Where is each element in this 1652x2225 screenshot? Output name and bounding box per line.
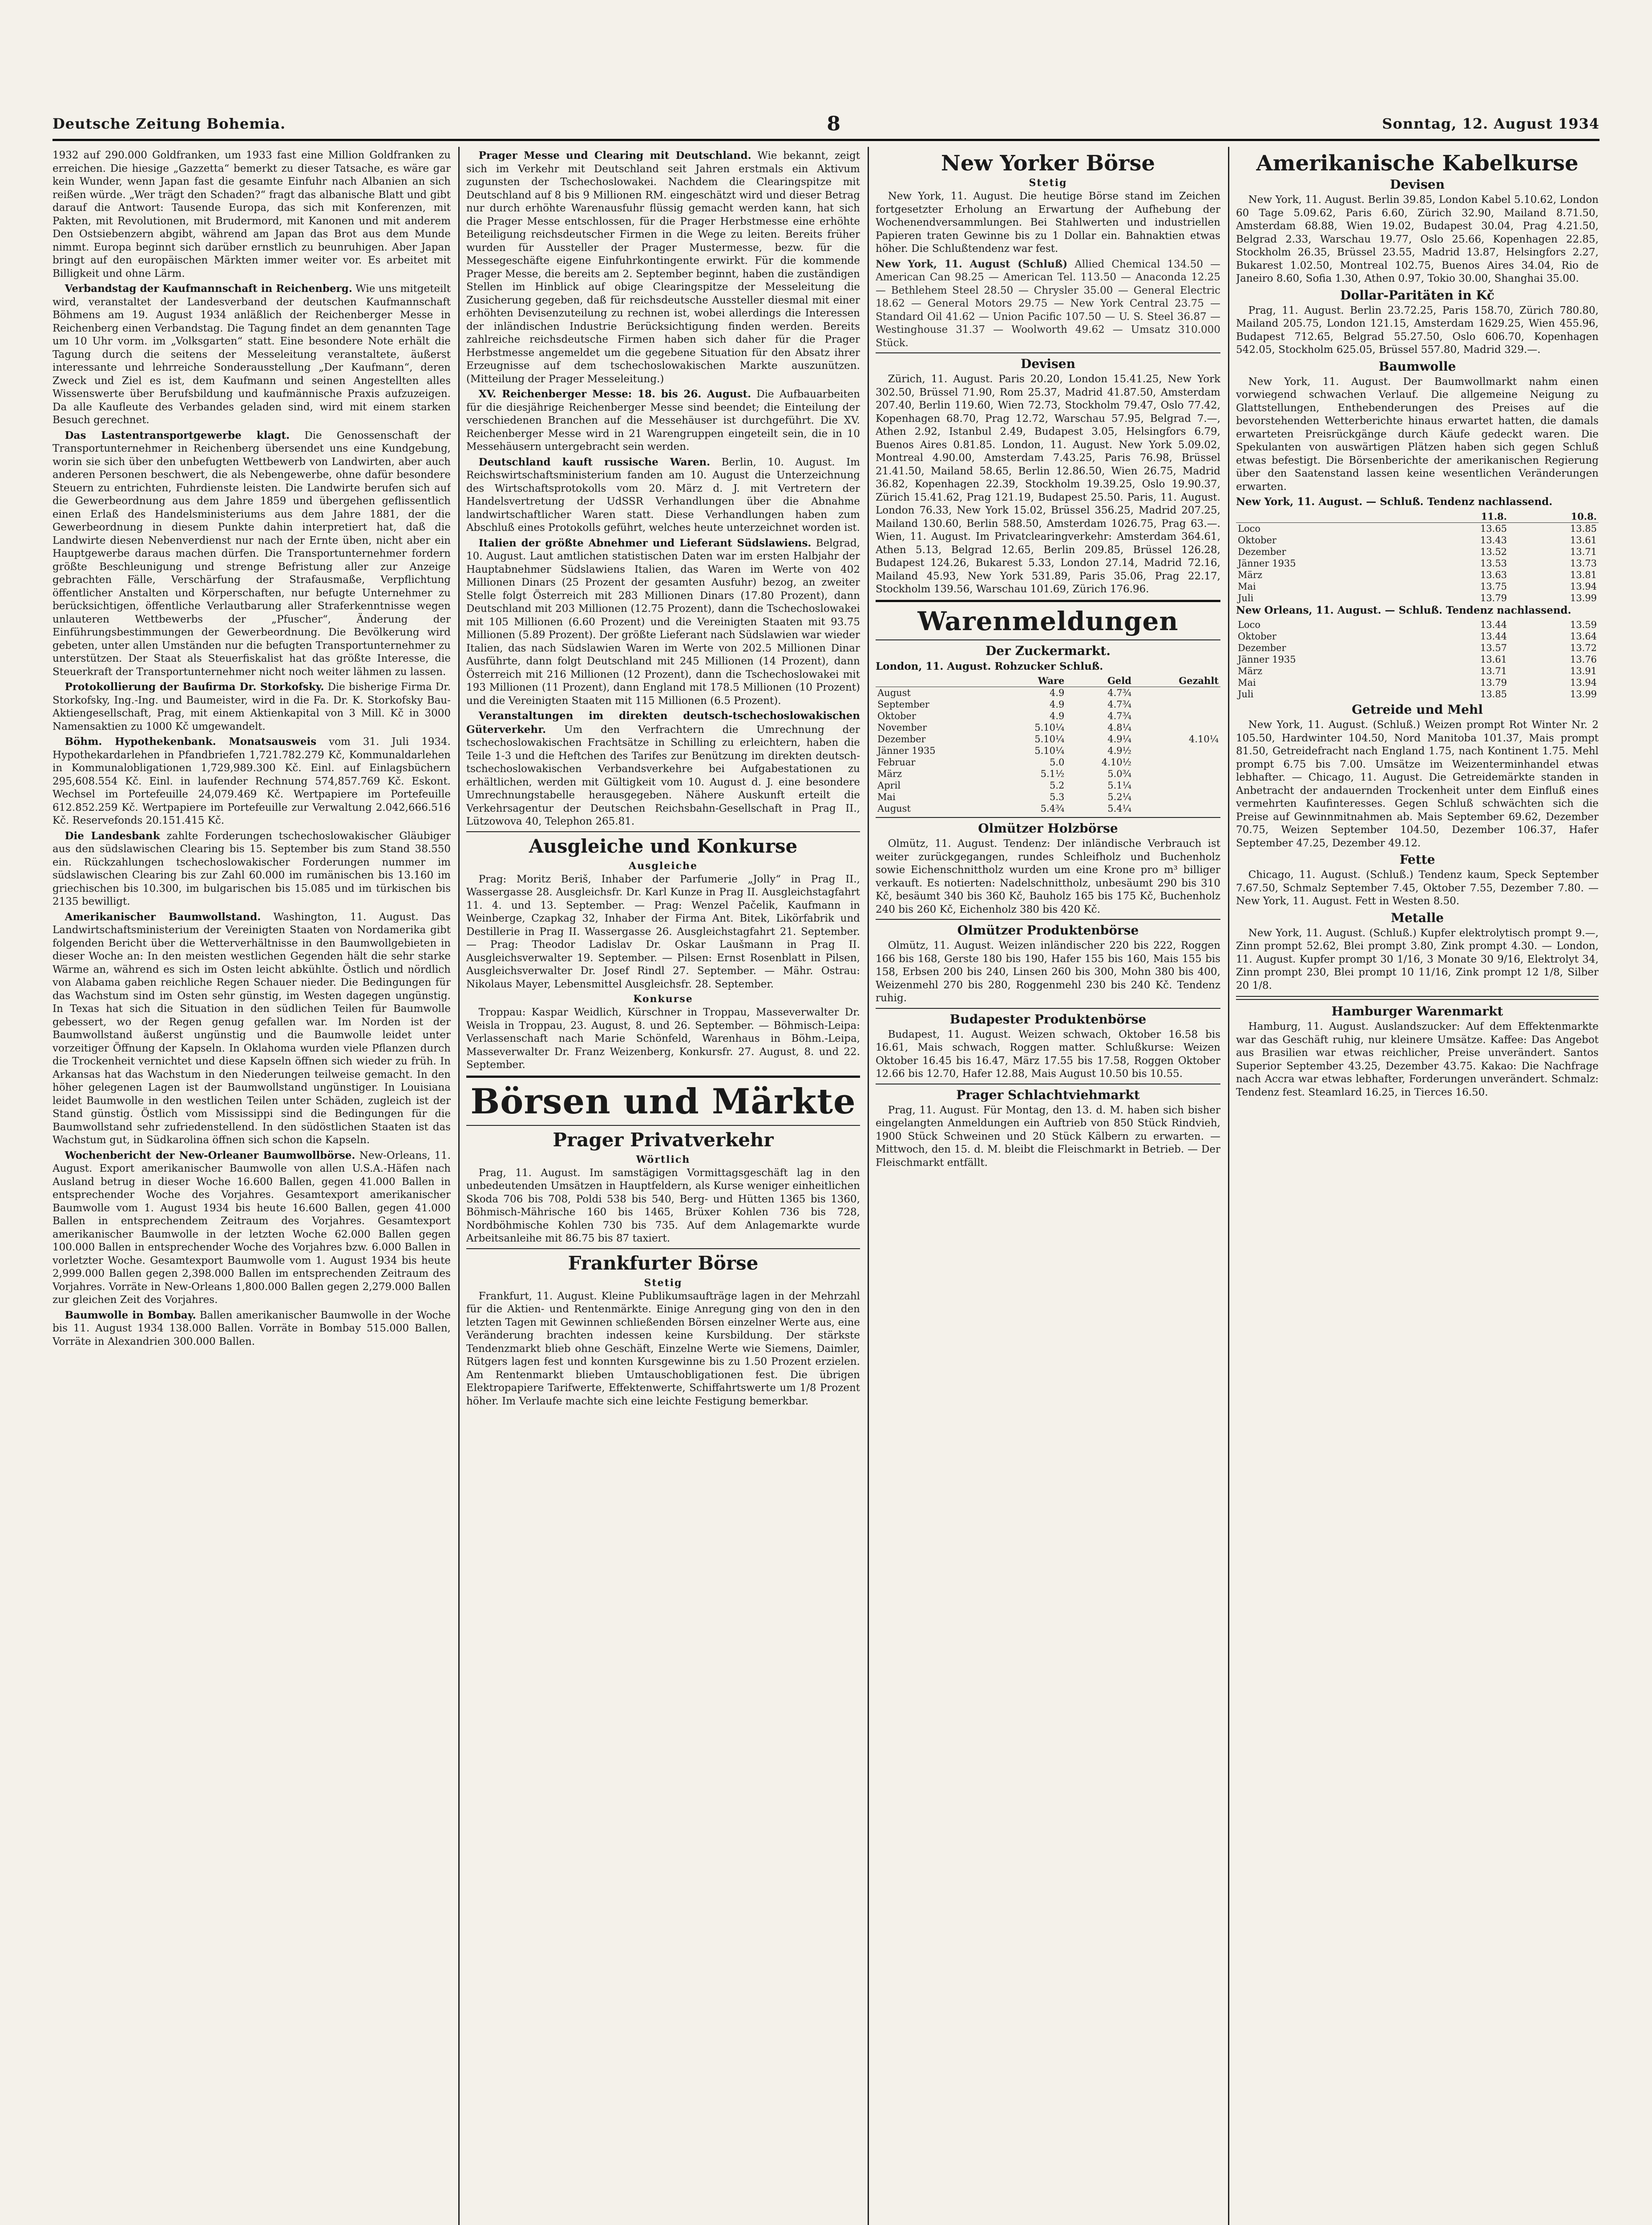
- table-cell: Dezember: [1238, 643, 1286, 653]
- table-cell: März: [1238, 569, 1263, 580]
- section-title: Olmützer Holzbörse: [978, 821, 1118, 836]
- section-rule: [466, 1125, 860, 1126]
- table-row: [876, 722, 1220, 733]
- article-text: vom 31. Juli 1934. Hypothekardarlehen in Pfandbriefen 1,721.782.279 Kč, Kommunaldarlehen in Kommunalobligationen 1,729,989.300 Kč. Einl. auf Einlagsbüchern 295,608.554 Kč. Einl. in laufender Rechnung 574,857.769 Kč. Eskont. Wechsel im Portefeuille 24,079.469 Kč. Wertpapiere im Portefeuille 612.852.259 Kč. Wertpapiere im Portefeuille zur Verwaltung 2.042,666.516 Kč. Reservefonds 20.151.415 Kč.: [53, 736, 451, 826]
- newspaper-name: Deutsche Zeitung Bohemia.: [53, 115, 286, 132]
- article-paragraph: [53, 735, 451, 828]
- table-cell: Jänner 1935: [877, 745, 936, 756]
- section-title: Amerikanische Kabelkurse: [1256, 151, 1579, 176]
- cotton-ny-table-body: [1236, 522, 1599, 604]
- table-cell: 13.65: [1480, 523, 1507, 534]
- article-text: zahlte Forderungen tschechoslowakischer Gläubiger aus den südslawischen Clearing bis 15. September bis zum Stand 38.550 ein. Rückzahlungen tschechoslowakischer Forderungen nummer im südslawischen Clearing bis zur Zahl 60.000 im rumänischen bis 13.160 im griechischen bis 10.300, im bulgarischen bis 15.085 und im türkischen bis 2135 bewilligt.: [53, 830, 451, 907]
- header-rule: [53, 139, 1599, 141]
- table-row: [1236, 534, 1599, 546]
- table-row: [1236, 581, 1599, 592]
- article-heading: Veranstaltungen im direkten deutsch-tschechoslowakischen Güterverkehr.: [466, 710, 860, 736]
- table-row: [1236, 569, 1599, 581]
- article-text: Um den Verfrachtern die Umrechnung der tschechoslowakischen Frachtsätze in Schilling zu erleichtern, haben die Teile 1-3 und die Heftchen des Tarifes zur Benützung im direkten deutsch-tschechoslowakischen Verbandsverkehre bei Aufgabestationen zu erhältlichen, werden mit Gültigkeit vom 10. August d. J. eine besondere Umrechnungstabelle herausgegeben. Nähere Auskunft erteilt die Verkehrsagentur der Deutschen Reichsbahn-Gesellschaft in Prag II., Lützowova 40, Telephon 265.81.: [466, 724, 860, 827]
- section-rule: [466, 1076, 860, 1078]
- table-row: [1236, 592, 1599, 604]
- article-paragraph: Prag, 11. August. Berlin 23.72.25, Paris 158.70, Zürich 780.80, Mailand 205.75, London 121.15, Amsterdam 1629.25, Wien 455.96, Budapest 712.65, Belgrad 55.27.50, Oslo 606.70, Kopenhagen 542.05, Stockholm 625.05, Brüssel 557.80, Madrid 329.—.: [1236, 304, 1599, 356]
- table-cell: [1133, 722, 1220, 733]
- article-paragraph: Prag, 11. August. Für Montag, den 13. d. M. haben sich bisher eingelangten Anmeldungen ein Auftrieb von 850 Stück Rindvieh, 1900 Stück Schweinen und 20 Stück Kälbern zu erwarten. — Mittwoch, den 15. d. M. bleibt die Fleischmarkt in Betrieb. — Der Fleischmarkt entfällt.: [876, 1104, 1220, 1169]
- table-cell: August: [877, 803, 911, 814]
- section-rule: [876, 639, 1220, 640]
- table-cell: 13.94: [1570, 581, 1597, 592]
- table-row: [1236, 631, 1599, 642]
- article-heading: Baumwolle in Bombay.: [65, 1309, 196, 1321]
- article-text: Die bisherige Firma Dr. Storkofsky, Ing.-Ing. und Baumeister, wird in die Fa. Dr. K. Storkofsky Bau-Aktiengesellschaft, Prag, mit einem Aktienkapital von 3 Mill. Kč in 3000 Namensaktien zu 1000 Kč umgewandelt.: [53, 681, 451, 732]
- article-heading: Italien der größte Abnehmer und Lieferant Südslawiens.: [478, 537, 812, 549]
- table-cell: [1133, 756, 1220, 768]
- article-paragraph: Frankfurt, 11. August. Kleine Publikumsaufträge lagen in der Mehrzahl für die Aktien- und Rentenmärkte. Einige Anregung ging von den in den letzten Tagen mit Gewinnen schließenden Börsen einzelner Werte aus, eine Veränderung brachten indessen keine Kursbildung. Der stärkste Tendenzmarkt blieb ohne Geschäft, Einzelne Werte wie Siemens, Daimler, Rütgers lagen fest und konnten Kursgewinne bis zu 1.50 Prozent erzielen. Am Rentenmarkt blieben Umtauschobligationen fest. Die übrigen Elektropapiere Tarifwerte, Effektenwerte, Schiffahrtswerte um 1/8 Prozent höher. Im Verlaufe machte sich eine leichte Festigung bemerkbar.: [466, 1290, 860, 1407]
- table-row: [876, 745, 1220, 756]
- section-title: Prager Privatverkehr: [553, 1129, 774, 1151]
- table-cell: 5.4¾: [1040, 803, 1065, 814]
- section-subtitle: Stetig: [1029, 177, 1067, 189]
- article-paragraph: [466, 709, 860, 829]
- article-text: Washington, 11. August. Das Landwirtschaftsministerium der Vereinigten Staaten von Nordamerika gibt folgenden Bericht über die Wetterverhältnisse in den Baumwollgebieten in dieser Woche an: In den meisten westlichen Gegenden hält die sehr starke Wärme an, während es sich im Osten leicht abkühlte. Östlich und nördlich von Alabama gaben reichliche Regen Schauer nieder. Die Bedingungen für das Wachstum sind im Osten sehr günstig, im Westen dagegen ungünstig. In Texas hat sich die Situation in den südlichen Teilen für Baumwolle gebessert, wo der Regen genug gefallen war. Im Norden ist der Baumwollstand äußerst ungünstig und die Baumwolle leidet unter vorzeitiger Öffnung der Kapseln. In Oklahoma wurden viele Pflanzen durch die Trockenheit vernichtet und diese Kapseln öffnen sich wieder zu früh. In Arkansas hat das Wachstum in den Niederungen teilweise gemacht. In den höher gelegenen Lagen ist der Baumwollstand ungünstiger. In Louisiana leidet Baumwolle in den westlichen Teilen unter Schäden, zugleich ist der Stand günstig. Östlich vom Mississippi sind die Bedingungen für die Baumwollstand sehr zufriedenstellend. In den südöstlichen Staaten ist das Wachstum gut, in Südkarolina öffnen sich schon die Kapseln.: [53, 911, 451, 1146]
- table-caption-text: New York, 11. August. — Schluß. Tendenz nachlassend.: [1236, 496, 1553, 508]
- table-cell: 5.1½: [1040, 769, 1065, 779]
- table-row: [1236, 665, 1599, 677]
- section-title: Baumwolle: [1378, 359, 1456, 374]
- section-title: Budapester Produktenbörse: [949, 1011, 1147, 1027]
- table-cell: [1133, 687, 1220, 699]
- table-cell: Dezember: [877, 734, 926, 744]
- table-cell: 13.75: [1480, 581, 1507, 592]
- section-title: Olmützer Produktenbörse: [957, 923, 1139, 938]
- table-cell: [1133, 699, 1220, 710]
- section-title: Der Zuckermarkt.: [985, 643, 1111, 658]
- table-row: [1236, 619, 1599, 631]
- table-cell: 4.9½: [1107, 745, 1131, 756]
- table-row: [1236, 642, 1599, 654]
- article-paragraph: Budapest, 11. August. Weizen schwach, Oktober 16.58 bis 16.61, Mais schwach, Roggen matter. Schlußkurse: Weizen Oktober 16.45 bis 16.47, März 17.55 bis 17.58, Roggen Oktober 12.66 bis 12.70, Hafer 12.88, Mais August 10.50 bis 10.55.: [876, 1028, 1220, 1080]
- table-cell: [1133, 768, 1220, 780]
- table-cell: 5.1¼: [1107, 780, 1131, 791]
- article-paragraph: New York, 11. August. (Schluß.) Kupfer elektrolytisch prompt 9.—, Zinn prompt 52.62, Blei prompt 3.80, Zink prompt 4.30. — London, 11. August. Kupfer prompt 30 1/16, 3 Monate 30 9/16, Elektrolyt 34, Zinn prompt 230, Blei prompt 10 11/16, Zink prompt 12 1/8, Silber 20 1/8.: [1236, 927, 1599, 991]
- section-title: Hamburger Warenmarkt: [1331, 1004, 1503, 1019]
- table-cell: 5.4¼: [1107, 803, 1131, 814]
- section-subtitle: Konkurse: [633, 993, 693, 1005]
- article-paragraph: Olmütz, 11. August. Weizen inländischer 220 bis 222, Roggen 166 bis 168, Gerste 180 bis 190, Hafer 155 bis 160, Mais 155 bis 158, Erbsen 200 bis 240, Linsen 260 bis 300, Mohn 380 bis 400, Weizenmehl 270 bis 280, Roggenmehl 230 bis 240 Kč. Tendenz ruhig.: [876, 940, 1220, 1004]
- table-row: [876, 768, 1220, 780]
- article-heading: Prager Messe und Clearing mit Deutschland.: [478, 150, 751, 162]
- table-row: [876, 803, 1220, 814]
- article-paragraph: 1932 auf 290.000 Goldfranken, um 1933 fast eine Million Goldfranken zu erreichen. Die hiesige „Gazzetta“ bemerkt zu dieser Tatsache, es wäre gar kein Wunder, wenn Japan fast die gesamte Einfuhr nach Albanien an sich reißen würde. „Wer trägt den Schaden?“ fragt das albanische Blatt und gibt darauf die Antwort: Tausende Europa, das sich mit Konferenzen, mit Pakten, mit Revolutionen, mit Brudermord, mit Kanonen und mit anderem Den Ostsiebenzern abgibt, während am Japan das Brot aus dem Munde nimmt. Europa beginnt sich darüber ernstlich zu beunruhigen. Aber Japan bringt auf den europäischen Märkten immer weiter vor. Es arbeitet mit Billigkeit und ohne Lärm.: [53, 150, 451, 279]
- table-cell: 13.63: [1480, 569, 1507, 580]
- table-cell: 13.71: [1570, 546, 1597, 557]
- cotton-no-table-body: [1236, 619, 1599, 700]
- column-3: [876, 149, 1220, 2225]
- article-heading: Die Landesbank: [65, 829, 160, 842]
- table-row: [1236, 546, 1599, 558]
- table-cell: März: [877, 769, 902, 779]
- article-heading: Protokollierung der Baufirma Dr. Storkofsky.: [65, 681, 324, 693]
- article-heading: Amerikanischer Baumwollstand.: [65, 910, 261, 923]
- article-text: Wie uns mitgeteilt wird, veranstaltet der Landesverband der deutschen Kaufmannschaft Böhmens am 19. August 1934 anläßlich der Reichenberger Messe in Reichenberg einen Verbandstag. Die Tagung findet an dem genannten Tage um 10 Uhr vorm. im „Volksgarten“ statt. Eine besondere Note erhält die Tagung durch die seitens der Messeleitung veranstaltete, äußerst interessante und lehrreiche Sonderausstellung „Der Kaufmann“, deren Zweck und Ziel es ist, dem Kaufmann und seinen Angestellten alles Wissenswerte über Berufsbildung und kaufmännische Praxis aufzuzeigen. Da alle Kaufleute des Verbandes geladen sind, wird mit einem starken Besuch gerechnet.: [53, 283, 451, 426]
- article-text: Ballen amerikanischer Baumwolle in der Woche bis 11. August 1934 138.000 Ballen. Vorräte in Bombay 515.000 Ballen, Vorräte in Alexandrien 300.000 Ballen.: [53, 1309, 451, 1347]
- table-cell: 5.0: [1049, 757, 1065, 768]
- table-cell: 13.44: [1480, 631, 1507, 642]
- article-paragraph: New York, 11. August. (Schluß.) Weizen prompt Rot Winter Nr. 2 105.50, Hardwinter 104.50, Nord Manitoba 101.37, Mais prompt 81.50, Getreidefracht nach England 1.75, nach Kontinent 1.75. Mehl prompt 6.75 bis 7.00. Umsätze im Weizenterminhandel etwas lebhafter. — Chicago, 11. August. Die Getreidemärkte standen in Anbetracht der andauernden Trockenheit unter dem Einfluß eines vermehrten Kaufinteresses. Gegen Schluß schwächten sich die Preise auf Gewinnmitnahmen ab. Mais September 69.62, Dezember 70.75, Weizen September 104.50, Dezember 106.37, Hafer September 47.25, Dezember 49.12.: [1236, 719, 1599, 849]
- table-cell: 13.99: [1570, 592, 1597, 603]
- article-paragraph: [53, 429, 451, 679]
- table-cell: 4.7¾: [1107, 711, 1131, 721]
- table-cell: 4.9: [1049, 711, 1065, 721]
- page-number: 8: [827, 112, 841, 135]
- table-cell: 13.71: [1480, 666, 1507, 676]
- table-cell: 4.7¾: [1107, 688, 1131, 698]
- table-cell: Mai: [1238, 581, 1256, 592]
- section-rule: [876, 817, 1220, 818]
- article-paragraph: Hamburg, 11. August. Auslandszucker: Auf dem Effektenmarkte war das Geschäft ruhig, nur kleinere Umsätze. Kaffee: Das Angebot aus Brasilien war etwas reichlicher, Preise unverändert. Santos Superior September 43.25, Dezember 43.75. Kakao: Die Nachfrage nach Accra war etwas lebhafter, Forderungen unverändert. Schmalz: Tendenz fest. Steamlard 16.25, in Tierces 16.50.: [1236, 1021, 1599, 1098]
- section-title: Ausgleiche und Konkurse: [529, 835, 798, 857]
- table-row: [1236, 677, 1599, 688]
- article-heading: XV. Reichenberger Messe: 18. bis 26. August.: [478, 388, 751, 400]
- article-text: Berlin, 10. August. Im Reichswirtschaftsministerium fanden am 10. August die Unterzeichnung des Wirtschaftsprotokolls vom 20. März d. J. mit Vertretern der Handelsvertretung der UdSSR Verhandlungen über die Abnahme landwirtschaftlicher Waren statt. Diese Verhandlungen haben zum Abschluß eines Protokolls geführt, welches heute unterzeichnet worden ist.: [466, 456, 860, 534]
- section-rule: [876, 352, 1220, 353]
- table-cell: August: [877, 688, 911, 698]
- table-cell: 13.85: [1480, 689, 1507, 700]
- table-cell: Loco: [1238, 523, 1260, 534]
- table-cell: 13.52: [1480, 546, 1507, 557]
- article-paragraph: Zürich, 11. August. Paris 20.20, London 15.41.25, New York 302.50, Brüssel 71.90, Rom 25.37, Madrid 41.87.50, Amsterdam 207.40, Berlin 119.60, Wien 72.73, Stockholm 79.47, Oslo 77.42, Kopenhagen 68.70, Prag 12.72, Warschau 57.95, Belgrad 7.—, Athen 2.92, Istanbul 2.49, Budapest 3.05, Helsingfors 6.79, Buenos Aires 0.81.85. London, 11. August. New York 5.09.02, Montreal 4.90.00, Amsterdam 7.43.25, Paris 76.98, Brüssel 21.41.50, Mailand 58.65, Berlin 12.86.50, Wien 26.75, Madrid 36.82, Kopenhagen 22.39, Stockholm 19.39.25, Oslo 19.90.37, Zürich 15.41.62, Prag 121.19, Budapest 25.50. Paris, 11. August. London 76.33, New York 15.02, Brüssel 356.25, Madrid 207.25, Mailand 130.60, Berlin 588.50, Amsterdam 1026.75, Prag 63.—. Wien, 11. August. Im Privatclearingverkehr: Amsterdam 364.61, Athen 5.13, Belgrad 12.65, Berlin 209.85, Brüssel 126.28, Budapest 124.26, Bukarest 5.33, London 27.14, Madrid 72.16, Mailand 45.93, New York 531.89, Paris 35.06, Prag 22.17, Stockholm 139.56, Warschau 101.69, Zürich 176.96.: [876, 373, 1220, 595]
- section-title: New Yorker Börse: [941, 151, 1155, 176]
- section-subtitle: Devisen: [1390, 177, 1445, 192]
- section-title: Prager Schlachtviehmarkt: [956, 1087, 1140, 1102]
- section-rule: [466, 1248, 860, 1249]
- table-cell: 4.10¼: [1188, 734, 1219, 744]
- article-paragraph: Olmütz, 11. August. Tendenz: Der inländische Verbrauch ist weiter zurückgegangen, rundes Schleifholz und Buchenholz sowie Eichenschnittholz wurden um eine Krone pro m³ billiger verkauft. Es notierten: Nadelschnittholz, unbesäumt 290 bis 310 Kč, besäumt 340 bis 360 Kč, Bauholz 165 bis 175 Kč, Buchenholz 240 bis 260 Kč, Eichenholz 380 bis 420 Kč.: [876, 838, 1220, 915]
- column-divider: [1228, 147, 1229, 2225]
- article-paragraph: [53, 680, 451, 733]
- table-row: [1236, 558, 1599, 569]
- section-rule: [876, 600, 1220, 602]
- table-row: [876, 780, 1220, 791]
- table-cell: 13.91: [1570, 666, 1597, 676]
- article-text: Belgrad, 10. August. Laut amtlichen statistischen Daten war im ersten Halbjahr der Hauptabnehmer Südslawiens Italien, das Waren im Werte von 402 Millionen Dinars (25 Prozent der gesamten Ausfuhr) bezog, an zweiter Stelle folgt Österreich mit 283 Millionen Dinars (17.80 Prozent), dann Deutschland mit 203 Millionen (12.75 Prozent), dann die Tschechoslowakei mit 105 Millionen (6.60 Prozent) und die Vereinigten Staaten mit 93.75 Millionen (5.89 Prozent). Der größte Lieferant nach Südslawien war wieder Italien, das nach Südslawien Waren im Werte von 202.5 Millionen Dinar Ausführte, dann folgt Deutschland mit 245 Millionen (14 Prozent), dann Österreich mit 216 Millionen (12 Prozent), dann die Tschechoslowakei mit 193 Millionen (11 Prozent), dann England mit 178.5 Millionen (10 Prozent) und die Vereinigten Staaten mit 115 Millionen (6.5 Prozent).: [466, 537, 860, 707]
- article-heading: Verbandstag der Kaufmannschaft in Reichenberg.: [65, 283, 352, 295]
- section-rule: [1236, 996, 1599, 1000]
- table-cell: 4.9: [1049, 688, 1065, 698]
- table-cell: Juli: [1238, 689, 1254, 700]
- table-cell: Februar: [877, 757, 916, 768]
- article-paragraph: New York, 11. August. Die heutige Börse stand im Zeichen fortgesetzter Erholung an Erwartung der Aufhebung der Wochenendversammlungen. Bei Stahlwerten und industriellen Papieren traten Gewinne bis zu 1 Dollar ein. Bahnaktien etwas höher. Die Schlußtendenz war fest.: [876, 190, 1220, 255]
- quotes-text: Allied Chemical 134.50 — American Can 98.25 — American Tel. 113.50 — Anaconda 12.25 — Bethlehem Steel 28.50 — Chrysler 35.00 — General Electric 18.62 — General Motors 29.75 — New York Central 23.75 — Standard Oil 41.62 — Union Pacific 107.50 — U. S. Steel 36.87 — Westinghouse 31.37 — Woolworth 49.62 — Umsatz 310.000 Stück.: [876, 258, 1220, 349]
- column-2: [466, 149, 860, 2225]
- article-paragraph: [466, 456, 860, 535]
- table-header-cell: [1236, 511, 1419, 523]
- article-paragraph: [876, 258, 1220, 350]
- article-heading: Deutschland kauft russische Waren.: [478, 456, 711, 468]
- article-paragraph: [466, 388, 860, 454]
- section-subtitle: Wörtlich: [636, 1153, 691, 1165]
- table-cell: Loco: [1238, 619, 1260, 630]
- table-cell: September: [877, 699, 929, 710]
- article-paragraph: Chicago, 11. August. (Schluß.) Tendenz kaum, Speck September 7.67.50, Schmalz September 7.45, Oktober 7.55, Dezember 7.80. — New York, 11. August. Fett in Westen 8.50.: [1236, 869, 1599, 907]
- table-cell: 13.85: [1570, 523, 1597, 534]
- article-heading: Böhm. Hypothekenbank. Monatsausweis: [65, 736, 317, 748]
- table-cell: 13.57: [1480, 643, 1507, 653]
- table-cell: 13.81: [1570, 569, 1597, 580]
- section-title: Devisen: [1021, 356, 1075, 371]
- article-paragraph: Prag, 11. August. Im samstägigen Vormittagsgeschäft lag in den unbedeutenden Umsätzen in Hauptfeldern, als Kurse weniger einheitlichen Skoda 706 bis 708, Poldi 538 bis 540, Berg- und Hütten 1365 bis 1360, Böhmisch-Mährische 160 bis 1465, Brüxer Kohlen 736 bis 728, Nordböhmische Kohlen 730 bis 735. Auf dem Anlagemarkte wurde Arbeitsanleihe mit 86.75 bis 87 taxiert.: [466, 1167, 860, 1244]
- column-1: [53, 149, 451, 2225]
- table-cell: 5.3: [1049, 792, 1065, 802]
- table-cell: 13.72: [1570, 643, 1597, 653]
- article-paragraph: [466, 537, 860, 708]
- table-cell: Mai: [1238, 677, 1256, 688]
- article-paragraph: [53, 910, 451, 1147]
- table-caption-text: London, 11. August. Rohzucker Schluß.: [876, 660, 1103, 672]
- table-cell: Mai: [877, 792, 896, 802]
- table-cell: 13.94: [1570, 677, 1597, 688]
- article-paragraph: [466, 149, 860, 386]
- article-text: Wie bekannt, zeigt sich im Verkehr mit Deutschland seit Jahren erstmals ein Aktivum zugunsten der Tschechoslowakei. Nachdem die Clearingspitze mit Deutschland auf 8 bis 9 Millionen RM. eingeschätzt wird und dieser Betrag nur durch erhöhte Warenausfuhr flüssig gemacht werden kann, hat sich die Prager Messe entschlossen, für die Prager Herbstmesse eine erhöhte Beteiligung reichsdeutscher Firmen in die Wege zu leiten. Bereits früher wurden für Aussteller der Prager Mustermesse, bezw. für die Messegeschäfte eigene Einfuhrkontingente erwirkt. Für die kommende Prager Messe, die bereits am 2. September beginnt, haben die zuständigen Stellen im Hinblick auf obige Clearingspitze der Messeleitung die Zusicherung gegeben, daß für reichsdeutsche Aussteller diesmal mit einer erhöhten Devisenzuteilung zu rechnen ist, wobei allerdings die Interessen der inländischen Industrie Berücksichtigung finden werden. Bereits zahlreiche reichsdeutsche Firmen haben sich daher für die Prager Herbstmesse angemeldet um die gegebene Situation für den Absatz ihrer Erzeugnisse auf dem tschechoslowakischen Markte auszunützen. (Mitteilung der Prager Messeleitung.): [466, 150, 860, 385]
- table-cell: 5.2: [1049, 780, 1065, 791]
- table-cell: 13.79: [1480, 677, 1507, 688]
- table-cell: [1133, 791, 1220, 803]
- table-cell: 5.10¼: [1034, 745, 1065, 756]
- table-header-cell: Geld: [1066, 675, 1133, 687]
- table-row: [876, 791, 1220, 803]
- table-header-cell: Ware: [999, 675, 1066, 687]
- table-cell: Jänner 1935: [1238, 654, 1296, 665]
- cotton-ny-table: [1236, 511, 1599, 604]
- issue-date: Sonntag, 12. August 1934: [1382, 115, 1599, 132]
- column-4: [1236, 149, 1599, 2225]
- cotton-no-table: [1236, 619, 1599, 700]
- table-row: [1236, 654, 1599, 665]
- section-subtitle: Ausgleiche: [629, 860, 698, 872]
- table-cell: 5.10¼: [1034, 734, 1065, 744]
- table-cell: 13.64: [1570, 631, 1597, 642]
- table-cell: 13.59: [1570, 619, 1597, 630]
- article-text: New-Orleans, 11. August. Export amerikanischer Baumwolle von allen U.S.A.-Häfen nach Ausland betrug in dieser Woche 16.600 Ballen, gegen 41.000 Ballen in entsprechender Woche des Vorjahres. Gesamtexport amerikanischer Baumwolle vom 1. August 1934 bis heute 16.600 Ballen, gegen 41.000 Ballen in entsprechendem Zeitraum des Vorjahres. Gesamtexport amerikanischer Baumwolle in der letzten Woche 62.000 Ballen gegen 100.000 Ballen in entsprechender Woche des Vorjahres bzw. 6.000 Ballen in vorletzter Woche. Gesamtexport Baumwolle vom 1. August 1934 bis heute 2,999.000 Ballen gegen 2,398.000 Ballen im entsprechenden Zeitraum des Vorjahres. Vorräte in New-Orleans 1,800.000 Ballen gegen 2,279.000 Ballen zur gleichen Zeit des Vorjahres.: [53, 1149, 451, 1306]
- section-title: Dollar-Paritäten in Kč: [1340, 287, 1494, 303]
- article-paragraph: [53, 829, 451, 909]
- table-cell: 13.73: [1570, 558, 1597, 569]
- quotes-label: New York, 11. August (Schluß): [876, 258, 1068, 270]
- table-cell: 4.10½: [1101, 757, 1131, 768]
- table-cell: 13.53: [1480, 558, 1507, 569]
- table-header-cell: Gezahlt: [1133, 675, 1220, 687]
- table-cell: 13.99: [1570, 689, 1597, 700]
- table-cell: 13.43: [1480, 534, 1507, 546]
- section-title: Getreide und Mehl: [1352, 702, 1483, 717]
- table-header-row: [1236, 511, 1599, 523]
- table-cell: 5.10¼: [1034, 722, 1065, 733]
- article-paragraph: New York, 11. August. Berlin 39.85, London Kabel 5.10.62, London 60 Tage 5.09.62, Paris 6.60, Zürich 32.90, Mailand 8.71.50, Amsterdam 68.88, Wien 19.02, Budapest 30.04, Prag 4.21.50, Belgrad 2.33, Warschau 19.77, Oslo 25.66, Kopenhagen 22.85, Stockholm 26.35, Brüssel 23.55, Madrid 13.87, Helsingfors 2.27, Bukarest 1.02.50, Montreal 102.75, Buenos Aires 34.04, Rio de Janeiro 8.60, Sofia 1.30, Athen 0.97, Tokio 30.00, Shanghai 35.00.: [1236, 194, 1599, 284]
- table-cell: [1133, 803, 1220, 814]
- table-cell: [1133, 780, 1220, 791]
- table-cell: [1133, 745, 1220, 756]
- article-paragraph: [53, 282, 451, 427]
- article-text: Die Aufbauarbeiten für die diesjährige Reichenberger Messe sind beendet; die Einteilung der verschiedenen Branchen auf die Messehäuser ist durchgeführt. Die XV. Reichenberger Messe wird in 21 Warengruppen eingeteilt sein, die in 10 Messehäusern untergebracht sein werden.: [466, 388, 860, 453]
- table-caption: [1236, 604, 1599, 618]
- article-heading: Wochenbericht der New-Orleaner Baumwollbörse.: [65, 1149, 355, 1161]
- table-cell: 13.44: [1480, 619, 1507, 630]
- table-row: [876, 699, 1220, 710]
- table-caption-text: New Orleans, 11. August. — Schluß. Tendenz nachlassend.: [1236, 604, 1571, 616]
- table-row: [1236, 522, 1599, 534]
- table-cell: Oktober: [1238, 631, 1276, 642]
- section-title: Frankfurter Börse: [568, 1252, 759, 1274]
- table-row: [876, 687, 1220, 699]
- section-subtitle: Stetig: [644, 1277, 683, 1289]
- table-row: [876, 733, 1220, 745]
- table-header-cell: 11.8.: [1419, 511, 1509, 523]
- table-cell: 5.2¼: [1107, 792, 1131, 802]
- table-cell: 13.76: [1570, 654, 1597, 665]
- table-cell: Juli: [1238, 592, 1254, 603]
- article-paragraph: Troppau: Kaspar Weidlich, Kürschner in Troppau, Masseverwalter Dr. Weisla in Troppau, 23. August, 8. und 26. September. — Böhmisch-Leipa: Verlassenschaft nach Marie Schönfeld, Warenhaus in Böhm.-Leipa, Masseverwalter Dr. Franz Weizenberg, Konkursfr. 27. August, 8. und 22. September.: [466, 1007, 860, 1071]
- table-cell: [1133, 710, 1220, 722]
- column-divider: [458, 147, 460, 2225]
- section-rule: [876, 1008, 1220, 1009]
- table-cell: 4.9: [1049, 699, 1065, 710]
- table-header-cell: [876, 675, 999, 687]
- table-caption: [1236, 495, 1599, 509]
- article-paragraph: [53, 1149, 451, 1307]
- article-heading: Das Lastentransportgewerbe klagt.: [65, 429, 290, 441]
- article-paragraph: [53, 1309, 451, 1349]
- table-row: [1236, 688, 1599, 700]
- table-cell: 13.61: [1570, 534, 1597, 546]
- table-caption: [876, 660, 1220, 674]
- article-paragraph: Prag: Moritz Beriš, Inhaber der Parfumerie „Jolly“ in Prag II., Wassergasse 28. Ausgleichsfr. Dr. Karl Kunze in Prag II. Ausgleichstagfahrt 11. 4. und 13. September. — Prag: Wenzel Pačelik, Kaufmann in Weinberge, Czapkag 32, Inhaber der Firma Ant. Bitek, Likörfabrik und Destillerie in Prag II. Wassergasse 26. Ausgleichstagfahrt 21. September. — Prag: Theodor Ladislav Dr. Oskar Laušmann in Prag II. Ausgleichsverwalter 19. September. — Pilsen: Ernst Rosenblatt in Pilsen, Ausgleichsverwalter Dr. Josef Rindl 27. September. — Mähr. Ostrau: Nikolaus Mayer, Lebensmittel Ausgleichsfr. 28. September.: [466, 873, 860, 990]
- table-cell: 4.7¾: [1107, 699, 1131, 710]
- table-cell: April: [877, 780, 901, 791]
- running-header: [53, 110, 1599, 137]
- table-cell: 5.0¾: [1107, 769, 1131, 779]
- table-row: [876, 756, 1220, 768]
- table-cell: 13.61: [1480, 654, 1507, 665]
- section-title: Fette: [1399, 852, 1435, 867]
- article-text: Die Genossenschaft der Transportunternehmer in Reichenberg übersendet uns eine Kundgebung, worin sie sich über den unbefugten Wettbewerb von Landwirten, aber auch anderen Personen beschwert, die als Nebengewerbe, ohne dafür besondere Steuern zu entrichten, Fuhrdienste leisten. Die Landwirte berufen sich auf die Gewerbeordnung aus dem Jahre 1859 und übergehen geflissentlich einen Erlaß des Handelsministeriums aus dem Jahre 1881, der die Gewerbeordnung in diesem Punkte dahin interpretiert hat, daß die Landwirte diesen Nebenverdienst nur nach der Ernte üben, nicht aber ein Hauptgewerbe daraus machen dürfen. Die Transportunternehmer fordern größte Beschleunigung und strenge Befristung aller zur Anzeige gebrachten Fälle, Verschärfung der Strafausmaße, Verpflichtung öffentlicher Anstalten und Körperschaften, nur befugte Unternehmer zu berücksichtigen, öffentliche Verlautbarung aller Straferkenntnisse wegen unlauteren Wettbewerbs der „Pfuscher“, Änderung der Einführungsbestimmungen der Gewerbeordnung. Die Bevölkerung wird gebeten, unter allen Umständen nur die befugten Transportunternehmer zu unterstützen. Der Staat als Steuerfiskalist hat das größte Interesse, die Steuerkraft der Transportunternehmer nicht noch weiter lähmen zu lassen.: [53, 429, 451, 678]
- table-cell: Dezember: [1238, 546, 1286, 557]
- sugar-table-body: [876, 687, 1220, 815]
- table-header-cell: 10.8.: [1509, 511, 1599, 523]
- column-divider: [868, 147, 869, 2225]
- table-cell: Oktober: [1238, 534, 1276, 546]
- table-cell: Jänner 1935: [1238, 558, 1296, 569]
- table-cell: Oktober: [877, 711, 916, 721]
- section-rule: [876, 919, 1220, 920]
- section-title: Metalle: [1391, 910, 1444, 925]
- section-rule: [466, 831, 860, 832]
- table-cell: November: [877, 722, 927, 733]
- sugar-table: [876, 675, 1220, 814]
- table-row: [876, 710, 1220, 722]
- article-paragraph: New York, 11. August. Der Baumwollmarkt nahm einen vorwiegend schwachen Verlauf. Die allgemeine Neigung zu Glattstellungen, Enthebenderungen des Preises auf die bevorstehenden Wetterberichte hinaus erwartet hatten, die damals erwarteten Preisrückgänge durch Käufe gedeckt waren. Die Spekulanten von auswärtigen Plätzen haben sich gegen Schluß etwas befestigt. Die Börsenberichte der amerikanischen Regierung über den Saatenstand lassen keine wesentlichen Veränderungen erwarten.: [1236, 376, 1599, 493]
- warenmeldungen-title: Warenmeldungen: [917, 606, 1179, 636]
- table-cell: 4.9¼: [1107, 734, 1131, 744]
- table-cell: 13.79: [1480, 592, 1507, 603]
- table-cell: 4.8¼: [1107, 722, 1131, 733]
- table-header-row: [876, 675, 1220, 687]
- boersen-title: Börsen und Märkte: [470, 1081, 856, 1122]
- table-cell: März: [1238, 666, 1263, 676]
